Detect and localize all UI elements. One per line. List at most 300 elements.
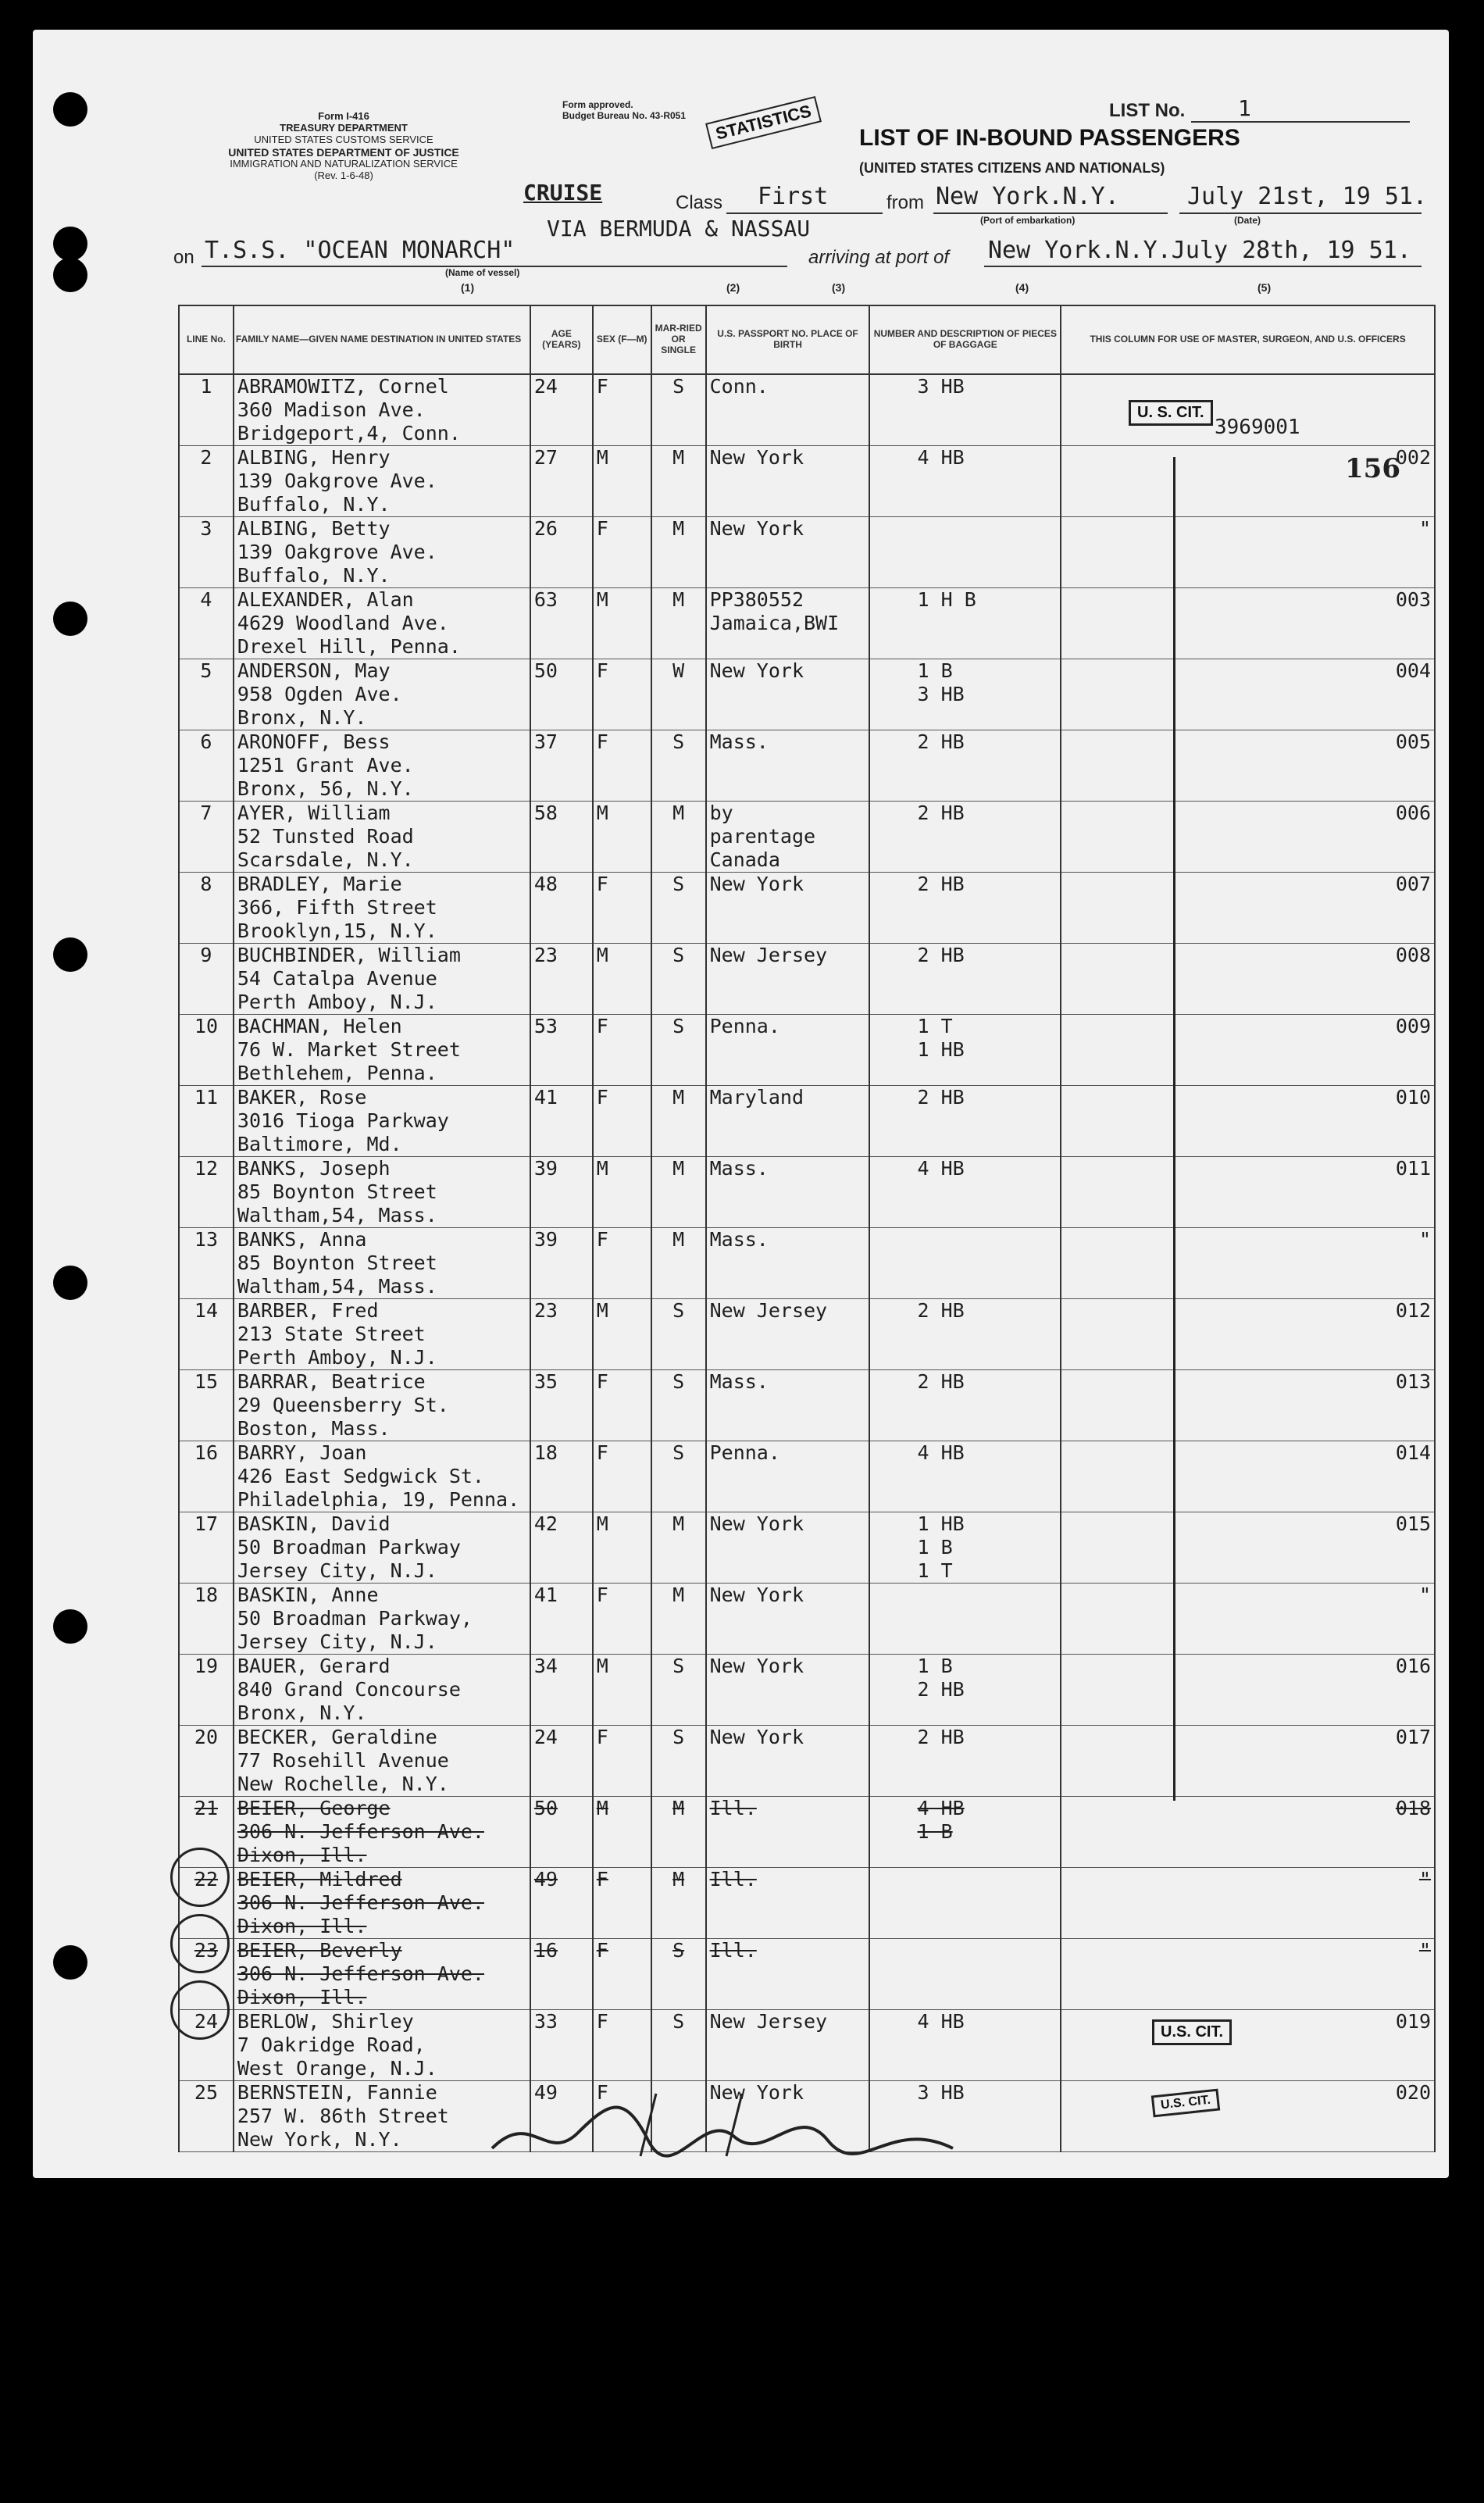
officer-number: 015 (1061, 1512, 1435, 1584)
passport-birthplace (706, 1015, 870, 1086)
marital-status: S (651, 1015, 706, 1086)
age: 42 (530, 1512, 593, 1584)
table-row (179, 1868, 1435, 1939)
baggage (869, 374, 1061, 446)
binder-hole (53, 227, 87, 261)
on-label: on (173, 247, 194, 268)
passenger-name: BARBER, Fred (237, 1299, 379, 1322)
passport-birthplace (706, 1939, 870, 2010)
passenger-name: ALBING, Henry (237, 446, 391, 469)
age: 35 (530, 1370, 593, 1441)
city-state: Bronx, 56, N.Y. (237, 777, 414, 800)
page-subtitle: (UNITED STATES CITIZENS AND NATIONALS) (859, 160, 1165, 176)
line-number: 14 (179, 1299, 234, 1370)
place-of-birth: New York (709, 2081, 804, 2104)
city-state: Bronx, N.Y. (237, 706, 367, 729)
age: 58 (530, 802, 593, 873)
sex: M (593, 1512, 651, 1584)
sex: F (593, 517, 651, 588)
baggage-line-3: 1 T (917, 1559, 953, 1582)
baggage (869, 1299, 1061, 1370)
line-number: 1 (179, 374, 234, 446)
sex: F (593, 873, 651, 944)
passenger-name-address (234, 1157, 530, 1228)
class-label: Class (676, 192, 723, 213)
city-state: Waltham,54, Mass. (237, 1204, 437, 1227)
street-address: 52 Tunsted Road (237, 825, 414, 848)
place-of-birth: Penna. (709, 1441, 780, 1464)
city-state: Boston, Mass. (237, 1417, 391, 1440)
officer-number: " (1061, 1228, 1435, 1299)
city-state: New Rochelle, N.Y. (237, 1773, 449, 1795)
baggage-line-3: 2 HB (917, 1086, 965, 1109)
street-address: 77 Rosehill Avenue (237, 1749, 449, 1772)
passenger-name-address (234, 588, 530, 659)
passport-birthplace (706, 1584, 870, 1655)
street-address: 139 Oakgrove Ave. (237, 541, 437, 563)
marital-status: M (651, 1086, 706, 1157)
baggage (869, 944, 1061, 1015)
passenger-name-address (234, 1939, 530, 2010)
class-value: First (758, 183, 829, 210)
column-header-name: FAMILY NAME—GIVEN NAME DESTINATION IN UNITED STATES (234, 305, 530, 374)
list-number-underline (1191, 121, 1410, 123)
table-row (179, 1655, 1435, 1726)
passenger-name-address (234, 1086, 530, 1157)
arriving-value: New York.N.Y.July 28th, 19 51. (988, 237, 1411, 264)
table-row (179, 1584, 1435, 1655)
street-address: 306 N. Jefferson Ave. (237, 1820, 484, 1843)
line-number: 10 (179, 1015, 234, 1086)
deletion-circle (170, 1980, 230, 2040)
city-state: Baltimore, Md. (237, 1133, 402, 1155)
street-address: 306 N. Jefferson Ave. (237, 1962, 484, 1985)
baggage-line-3: 4 HB (917, 1441, 965, 1464)
passenger-name: BEIER, George (237, 1797, 391, 1819)
baggage-line-3: 2 HB (917, 944, 965, 966)
table-row (179, 802, 1435, 873)
passport-birthplace (706, 374, 870, 446)
place-of-birth: New Jersey (709, 2010, 828, 2033)
age: 39 (530, 1228, 593, 1299)
sex: F (593, 730, 651, 802)
column-number-5: (5) (1257, 281, 1272, 294)
table-row (179, 588, 1435, 659)
street-address: 360 Madison Ave. (237, 398, 426, 421)
table-row (179, 873, 1435, 944)
passenger-name: BASKIN, David (237, 1512, 391, 1535)
city-state: West Orange, N.J. (237, 2057, 437, 2080)
officer-signature (484, 2062, 969, 2172)
line-number: 21 (179, 1797, 234, 1868)
place-of-birth: Mass. (709, 730, 769, 753)
city-state: Perth Amboy, N.J. (237, 1346, 437, 1369)
street-address: 426 East Sedgwick St. (237, 1465, 484, 1487)
street-address: 7 Oakridge Road, (237, 2033, 426, 2056)
baggage-line-3: 1 HB (917, 1038, 965, 1061)
page-number: 156 (1345, 453, 1400, 484)
baggage (869, 1726, 1061, 1797)
street-address: 1251 Grant Ave. (237, 754, 414, 777)
line-number: 23 (179, 1939, 234, 2010)
officer-number: " (1061, 1868, 1435, 1939)
column-number-1: (1) (461, 281, 475, 294)
marital-status: M (651, 588, 706, 659)
passenger-name: BRADLEY, Marie (237, 873, 402, 895)
city-state: Dixon, Ill. (237, 1844, 367, 1866)
passport-birthplace (706, 1299, 870, 1370)
passenger-name: ANDERSON, May (237, 659, 391, 682)
sex: F (593, 659, 651, 730)
marital-status: S (651, 1441, 706, 1512)
street-address: 366, Fifth Street (237, 896, 437, 919)
passport-birthplace (706, 1441, 870, 1512)
age: 63 (530, 588, 593, 659)
officer-number: 009 (1061, 1015, 1435, 1086)
passenger-name-address (234, 730, 530, 802)
binder-hole (53, 258, 87, 292)
baggage-line-2: 1 B (917, 1655, 953, 1677)
officer-number: " (1061, 1939, 1435, 2010)
passenger-name-address (234, 1726, 530, 1797)
city-state: Drexel Hill, Penna. (237, 635, 461, 658)
baggage (869, 1939, 1061, 2010)
sex: M (593, 944, 651, 1015)
street-address: 958 Ogden Ave. (237, 683, 402, 705)
age: 50 (530, 659, 593, 730)
city-state: Jersey City, N.J. (237, 1559, 437, 1582)
table-row (179, 517, 1435, 588)
table-row (179, 446, 1435, 517)
binder-hole (53, 92, 87, 127)
sex: M (593, 588, 651, 659)
officer-number: " (1061, 517, 1435, 588)
marital-status: M (651, 1157, 706, 1228)
line-number: 13 (179, 1228, 234, 1299)
marital-status: M (651, 1868, 706, 1939)
place-of-birth: New Jersey (709, 1299, 828, 1322)
marital-status: W (651, 659, 706, 730)
page-title: LIST OF IN-BOUND PASSENGERS (859, 125, 1240, 151)
list-number-label: LIST No. (1109, 100, 1186, 121)
officer-number: 016 (1061, 1655, 1435, 1726)
table-row (179, 1086, 1435, 1157)
line-number: 17 (179, 1512, 234, 1584)
place-of-birth: New York (709, 1726, 804, 1748)
officer-number: 018 (1061, 1797, 1435, 1868)
form-header-left (172, 111, 515, 182)
line-number: 7 (179, 802, 234, 873)
marital-status: M (651, 1797, 706, 1868)
officer-number: 013 (1061, 1370, 1435, 1441)
place-of-birth: Jamaica,BWI (709, 612, 840, 634)
baggage (869, 1584, 1061, 1655)
marital-status: S (651, 944, 706, 1015)
table-row (179, 1512, 1435, 1584)
line-number: 20 (179, 1726, 234, 1797)
marital-status: S (651, 374, 706, 446)
treasury-department: TREASURY DEPARTMENT (280, 121, 408, 134)
column-header-sex: SEX (F—M) (593, 305, 651, 374)
table-row (179, 1797, 1435, 1868)
baggage (869, 730, 1061, 802)
marital-status: M (651, 802, 706, 873)
marital-status: S (651, 1299, 706, 1370)
street-address: 85 Boynton Street (237, 1252, 437, 1274)
passport-birthplace (706, 1655, 870, 1726)
line-number: 6 (179, 730, 234, 802)
officer-number: 011 (1061, 1157, 1435, 1228)
baggage (869, 588, 1061, 659)
passenger-name: BACHMAN, Helen (237, 1015, 402, 1037)
line-number: 22 (179, 1868, 234, 1939)
class-underline (726, 212, 883, 214)
passenger-name-address (234, 1370, 530, 1441)
arriving-underline (984, 266, 1422, 267)
city-state: Waltham,54, Mass. (237, 1275, 437, 1298)
baggage-line-3: 1 B (917, 1820, 953, 1843)
baggage-line-2: 4 HB (917, 1797, 965, 1819)
street-address: 29 Queensberry St. (237, 1394, 449, 1416)
place-of-birth: New York (709, 873, 804, 895)
list-number-value: 1 (1238, 95, 1251, 121)
baggage-line-3: 3 HB (917, 2081, 965, 2104)
city-state: Jersey City, N.J. (237, 1630, 437, 1653)
line-number: 9 (179, 944, 234, 1015)
column-header-passport: U.S. PASSPORT NO. PLACE OF BIRTH (706, 305, 870, 374)
line-number: 4 (179, 588, 234, 659)
baggage (869, 1512, 1061, 1584)
age: 23 (530, 1299, 593, 1370)
passport-birthplace (706, 1868, 870, 1939)
baggage-line-3: 2 HB (917, 873, 965, 895)
place-of-birth: New York (709, 517, 804, 540)
passenger-name-address (234, 1584, 530, 1655)
age: 49 (530, 2081, 593, 2152)
passenger-name-address (234, 873, 530, 944)
sex: F (593, 2010, 651, 2081)
baggage-line-3: 4 HB (917, 446, 965, 469)
city-state: Bridgeport,4, Conn. (237, 422, 461, 445)
age: 48 (530, 873, 593, 944)
passenger-name: ALEXANDER, Alan (237, 588, 414, 611)
passenger-name-address (234, 1299, 530, 1370)
passport-birthplace (706, 517, 870, 588)
date-value: July 21st, 19 51. (1187, 183, 1428, 210)
vessel-name: T.S.S. "OCEAN MONARCH" (205, 237, 515, 264)
baggage (869, 1228, 1061, 1299)
age: 27 (530, 446, 593, 517)
baggage-line-3: 4 HB (917, 2010, 965, 2033)
age: 37 (530, 730, 593, 802)
baggage (869, 1086, 1061, 1157)
passenger-rows (179, 374, 1435, 2152)
baggage-line-3: 2 HB (917, 1678, 965, 1701)
city-state: Dixon, Ill. (237, 1915, 367, 1937)
place-of-birth: Canada (709, 848, 780, 871)
age: 39 (530, 1157, 593, 1228)
baggage-line-1: 1 HB (917, 1512, 965, 1535)
baggage-line-3: 4 HB (917, 1157, 965, 1180)
passenger-name: BASKIN, Anne (237, 1584, 379, 1606)
baggage-line-3: 2 HB (917, 1299, 965, 1322)
table-row (179, 1441, 1435, 1512)
table-row (179, 1015, 1435, 1086)
budget-bureau-text: Budget Bureau No. 43-R051 (562, 109, 687, 121)
table-row (179, 1370, 1435, 1441)
passenger-name: BARRAR, Beatrice (237, 1370, 426, 1393)
passport-birthplace (706, 1370, 870, 1441)
passport-number: parentage (709, 825, 816, 848)
passenger-name-address (234, 1655, 530, 1726)
marital-status: M (651, 1584, 706, 1655)
street-address: 139 Oakgrove Ave. (237, 470, 437, 492)
age: 50 (530, 1797, 593, 1868)
passport-birthplace (706, 1157, 870, 1228)
table-row (179, 1939, 1435, 2010)
passport-birthplace (706, 944, 870, 1015)
baggage (869, 873, 1061, 944)
passenger-name: BANKS, Joseph (237, 1157, 391, 1180)
officer-number: 008 (1061, 944, 1435, 1015)
officer-number: 002 (1061, 446, 1435, 517)
sex: F (593, 374, 651, 446)
binder-hole (53, 1945, 87, 1980)
baggage-line-3: 2 HB (917, 1370, 965, 1393)
age: 49 (530, 1868, 593, 1939)
street-address: 50 Broadman Parkway (237, 1536, 461, 1559)
officer-number: 007 (1061, 873, 1435, 944)
place-of-birth: New York (709, 1584, 804, 1606)
sex: F (593, 1015, 651, 1086)
line-number: 19 (179, 1655, 234, 1726)
baggage (869, 802, 1061, 873)
marital-status: S (651, 1726, 706, 1797)
deletion-circle (170, 1848, 230, 1907)
binder-hole (53, 1266, 87, 1300)
place-of-birth: Ill. (709, 1939, 757, 1962)
place-of-birth: New York (709, 446, 804, 469)
vessel-caption: (Name of vessel) (445, 267, 520, 278)
age: 24 (530, 1726, 593, 1797)
passport-birthplace (706, 873, 870, 944)
passenger-name-address (234, 446, 530, 517)
passenger-name: BERNSTEIN, Fannie (237, 2081, 437, 2104)
baggage (869, 1655, 1061, 1726)
place-of-birth: New York (709, 1512, 804, 1535)
city-state: Perth Amboy, N.J. (237, 991, 437, 1013)
from-value: New York.N.Y. (936, 183, 1119, 210)
baggage (869, 659, 1061, 730)
city-state: Brooklyn,15, N.Y. (237, 919, 437, 942)
marital-status: M (651, 1512, 706, 1584)
baggage (869, 446, 1061, 517)
marital-status: M (651, 446, 706, 517)
passenger-name: BEIER, Mildred (237, 1868, 402, 1891)
binder-hole (53, 1609, 87, 1644)
binder-hole (53, 602, 87, 636)
passenger-name: BAKER, Rose (237, 1086, 367, 1109)
passport-birthplace (706, 1512, 870, 1584)
passport-birthplace (706, 1086, 870, 1157)
passport-birthplace (706, 1726, 870, 1797)
officer-number: 017 (1061, 1726, 1435, 1797)
revision: (Rev. 1-6-48) (314, 169, 373, 181)
date-underline (1179, 212, 1422, 214)
sex: F (593, 1939, 651, 2010)
baggage-line-3: 2 HB (917, 1726, 965, 1748)
line-number: 12 (179, 1157, 234, 1228)
baggage-line-3: 3 HB (917, 375, 965, 398)
passenger-name-address (234, 802, 530, 873)
passport-number: PP380552 (709, 588, 804, 611)
passenger-name: BEIER, Beverly (237, 1939, 402, 1962)
us-citizen-stamp: U. S. CIT. (1129, 400, 1213, 426)
deletion-circle (170, 1914, 230, 1973)
passenger-name: AYER, William (237, 802, 391, 824)
age: 41 (530, 1086, 593, 1157)
city-state: Dixon, Ill. (237, 1986, 367, 2008)
city-state: Scarsdale, N.Y. (237, 848, 414, 871)
street-address: 306 N. Jefferson Ave. (237, 1891, 484, 1914)
line-number: 3 (179, 517, 234, 588)
city-state: Philadelphia, 19, Penna. (237, 1488, 520, 1511)
baggage-line-3: 3 HB (917, 683, 965, 705)
passenger-name-address (234, 517, 530, 588)
table-row (179, 1299, 1435, 1370)
passenger-name-address (234, 1797, 530, 1868)
officer-number: 006 (1061, 802, 1435, 873)
place-of-birth: New York (709, 1655, 804, 1677)
marital-status: S (651, 1370, 706, 1441)
table-row (179, 1228, 1435, 1299)
officer-number: 019 (1061, 2010, 1435, 2081)
age: 16 (530, 1939, 593, 2010)
passport-birthplace (706, 1228, 870, 1299)
sex: M (593, 1299, 651, 1370)
baggage-line-2: 1 B (917, 1536, 953, 1559)
officer-number: 010 (1061, 1086, 1435, 1157)
line-number: 15 (179, 1370, 234, 1441)
age: 41 (530, 1584, 593, 1655)
sex: F (593, 1584, 651, 1655)
place-of-birth: New Jersey (709, 944, 828, 966)
table-row (179, 944, 1435, 1015)
binder-hole (53, 937, 87, 972)
column-number-4: (4) (1015, 281, 1029, 294)
place-of-birth: Mass. (709, 1228, 769, 1251)
column-number-2: (2) (726, 281, 740, 294)
baggage (869, 1015, 1061, 1086)
place-of-birth: Ill. (709, 1797, 757, 1819)
street-address: 257 W. 86th Street (237, 2105, 449, 2127)
marital-status: S (651, 1655, 706, 1726)
passenger-name: ABRAMOWITZ, Cornel (237, 375, 449, 398)
justice-department: UNITED STATES DEPARTMENT OF JUSTICE (228, 145, 459, 159)
passport-birthplace (706, 659, 870, 730)
sex: F (593, 1086, 651, 1157)
us-citizen-stamp: U.S. CIT. (1151, 2089, 1220, 2118)
passport-line-1: by (709, 802, 733, 824)
city-state: Bronx, N.Y. (237, 1701, 367, 1724)
passenger-name: BAUER, Gerard (237, 1655, 391, 1677)
passenger-name-address (234, 374, 530, 446)
passport-birthplace (706, 588, 870, 659)
sex: F (593, 1726, 651, 1797)
marital-status: S (651, 1939, 706, 2010)
sex: M (593, 1157, 651, 1228)
passport-birthplace (706, 1797, 870, 1868)
